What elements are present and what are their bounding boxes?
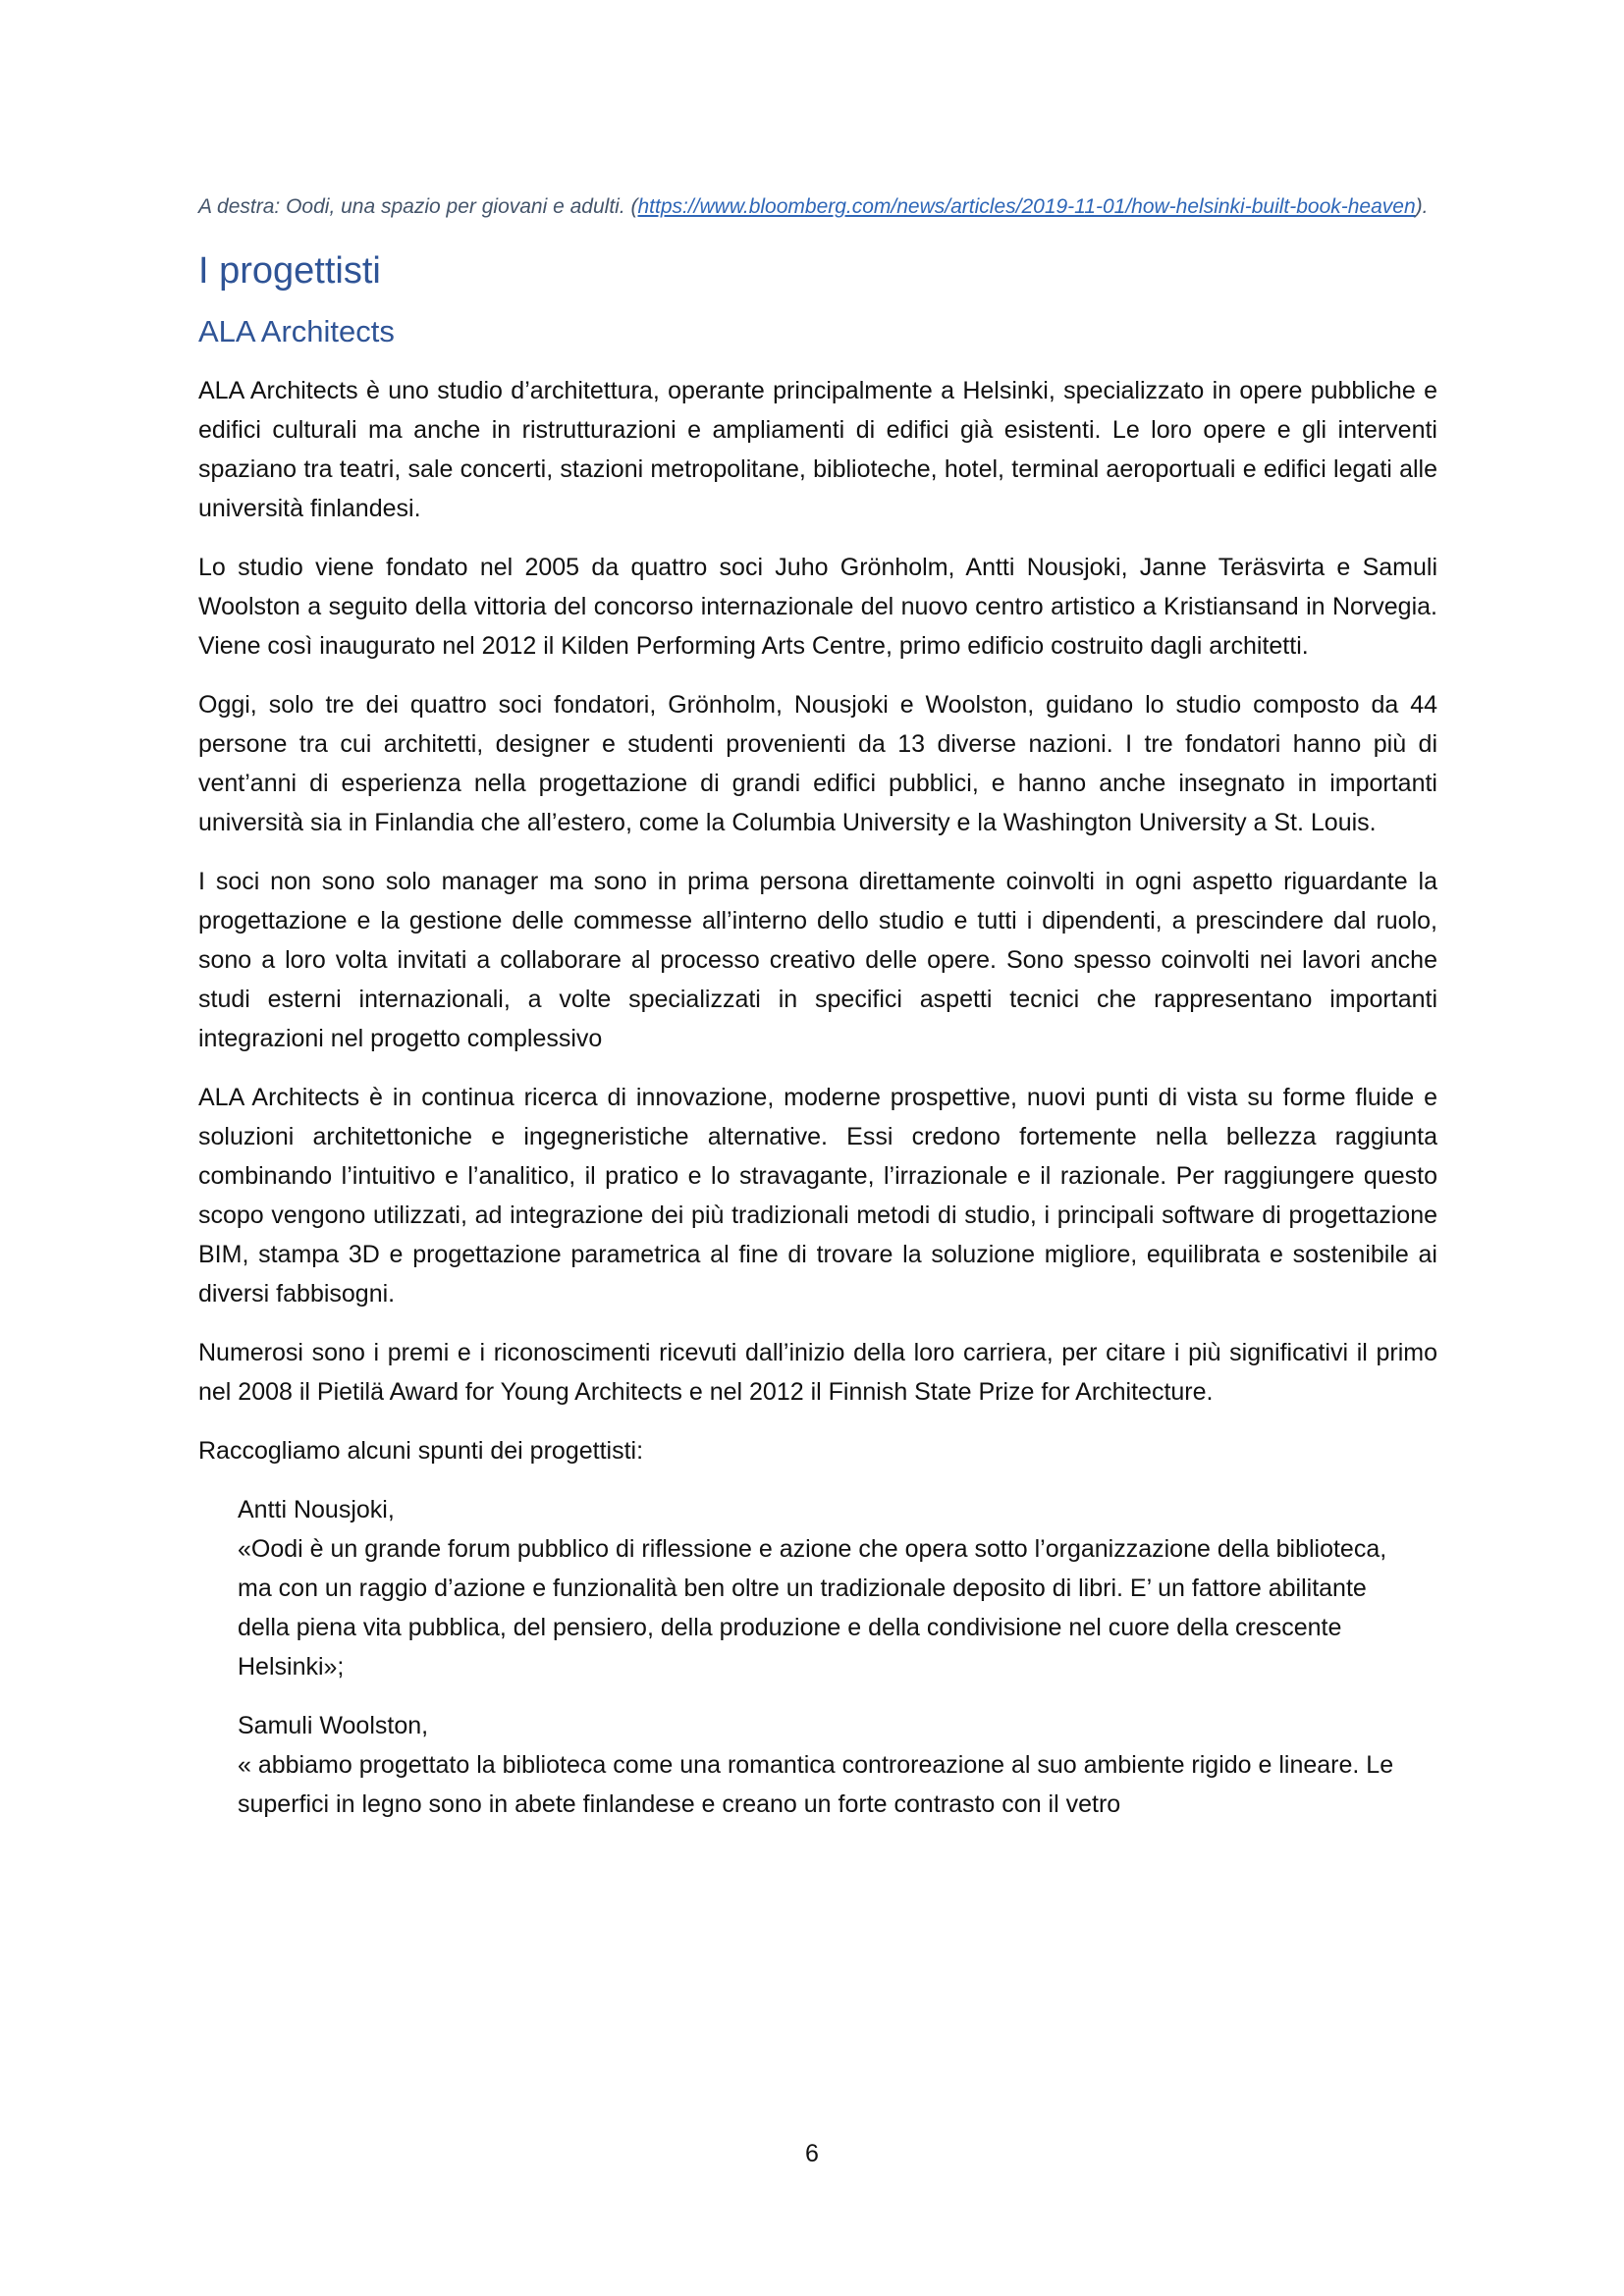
quote-author: Antti Nousjoki, bbox=[238, 1496, 395, 1523]
paragraph-founding: Lo studio viene fondato nel 2005 da quattro soci Juho Grönholm, Antti Nousjoki, Janne Teräsvirta e Samuli Woolston a seguito della vittoria del concorso internazionale del nuovo centro artistico a Kristiansand in Norvegia. Viene così inaugurato nel 2012 il Kilden Performing Arts Centre, primo edificio costruito dagli architetti. bbox=[198, 554, 1437, 660]
paragraph-quotes-intro: Raccogliamo alcuni spunti dei progettisti: bbox=[198, 1437, 644, 1465]
paragraph-team: Oggi, solo tre dei quattro soci fondatori, Grönholm, Nousjoki e Woolston, guidano lo studio composto da 44 persone tra cui architetti, designer e studenti provenienti da 13 diverse nazioni. I tre fondatori hanno più di vent’anni di esperienza nella progettazione di grandi edifici pubblici, e hanno anche insegnato in importanti università sia in Finlandia che all’estero, come la Columbia University e la Washington University a St. Louis. bbox=[198, 691, 1437, 836]
section-heading: I progettisti bbox=[198, 250, 381, 292]
quote-block bbox=[238, 1490, 1406, 1686]
section-subheading: ALA Architects bbox=[198, 314, 395, 348]
quote-block bbox=[238, 1706, 1406, 1824]
paragraph-awards: Numerosi sono i premi e i riconoscimenti ricevuti dall’inizio della loro carriera, per citare i più significativi il primo nel 2008 il Pietilä Award for Young Architects e nel 2012 il Finnish State Prize for Architecture. bbox=[198, 1339, 1437, 1406]
quote-author: Samuli Woolston, bbox=[238, 1712, 429, 1739]
page-content bbox=[198, 192, 1437, 1843]
page-number: 6 bbox=[805, 2140, 819, 2167]
quote-text: « abbiamo progettato la biblioteca come una romantica controreazione al suo ambiente rigido e lineare. Le superfici in legno sono in abete finlandese e creano un forte contrasto con il vetro bbox=[238, 1751, 1394, 1818]
paragraph-partners: I soci non sono solo manager ma sono in prima persona direttamente coinvolti in ogni aspetto riguardante la progettazione e la gestione delle commesse all’interno dello studio e tutti i dipendenti, a prescindere dal ruolo, sono a loro volta invitati a collaborare al processo creativo delle opere. Sono spesso coinvolti nei lavori anche studi esterni internazionali, a volte specializzati in specifici aspetti tecnici che rappresentano importanti integrazioni nel progetto complessivo bbox=[198, 868, 1437, 1052]
caption-link[interactable]: https://www.bloomberg.com/news/articles/2019-11-01/how-helsinki-built-book-heaven bbox=[637, 195, 1416, 218]
paragraph-innovation: ALA Architects è in continua ricerca di innovazione, moderne prospettive, nuovi punti di vista su forme fluide e soluzioni architettoniche e ingegneristiche alternative. Essi credono fortemente nella bellezza raggiunta combinando l’intuitivo e l’analitico, il pratico e lo stravagante, l’irrazionale e il razionale. Per raggiungere questo scopo vengono utilizzati, ad integrazione dei più tradizionali metodi di studio, i principali software di progettazione BIM, stampa 3D e progettazione parametrica al fine di trovare la soluzione migliore, equilibrata e sostenibile ai diversi fabbisogni. bbox=[198, 1084, 1437, 1308]
caption-text: A destra: Oodi, una spazio per giovani e adulti. ( bbox=[198, 195, 638, 218]
paragraph-intro: ALA Architects è uno studio d’architettura, operante principalmente a Helsinki, specializzato in opere pubbliche e edifici culturali ma anche in ristrutturazioni e ampliamenti di edifici già esistenti. Le loro opere e gli interventi spaziano tra teatri, sale concerti, stazioni metropolitane, biblioteche, hotel, terminal aeroportuali e edifici legati alle università finlandesi. bbox=[198, 377, 1437, 522]
image-caption bbox=[198, 192, 1437, 222]
caption-suffix: ). bbox=[1415, 195, 1429, 218]
quote-text: «Oodi è un grande forum pubblico di riflessione e azione che opera sotto l’organizzazione della biblioteca, ma con un raggio d’azione e funzionalità ben oltre un tradizionale deposito di libri. E’ un fattore abilitante della piena vita pubblica, del pensiero, della produzione e della condivisione nel cuore della crescente Helsinki»; bbox=[238, 1535, 1387, 1681]
